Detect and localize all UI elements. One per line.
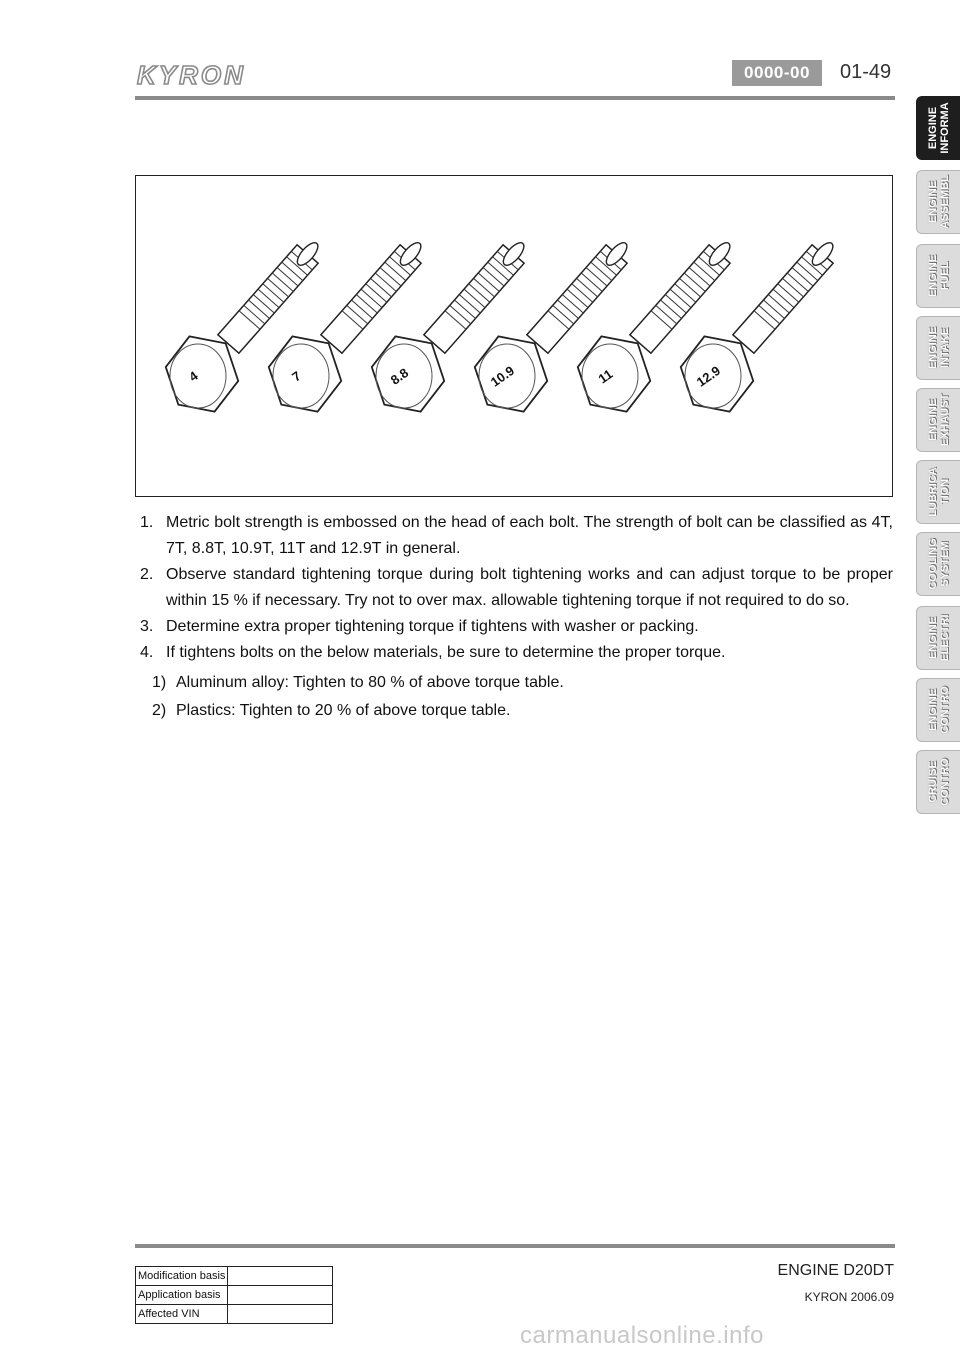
- bolt-strength-mark: 10.9: [487, 362, 518, 390]
- sub-item-text: Plastics: Tighten to 20 % of above torque table.: [176, 702, 511, 719]
- table-row: [136, 1286, 333, 1305]
- tab-engine-intake[interactable]: [916, 316, 960, 380]
- bolt-strength-mark: 11: [595, 366, 616, 387]
- bolt-strength-figure: [135, 175, 893, 497]
- kyron-logo-text: KYRON: [137, 60, 246, 90]
- list-item: [140, 562, 893, 614]
- sub-list: [140, 670, 893, 724]
- tab-label: CRUISE CONTRO: [926, 758, 951, 806]
- table-cell-value: [228, 1305, 333, 1324]
- tab-cooling-system[interactable]: [916, 532, 960, 596]
- page-number: 01-49: [840, 61, 892, 83]
- list-item: [140, 510, 893, 562]
- item-number: 3.: [140, 618, 154, 635]
- tab-engine-information[interactable]: [916, 96, 960, 160]
- item-text: Determine extra proper tightening torque if tightens with washer or packing.: [166, 618, 699, 635]
- table-cell-value: [228, 1267, 333, 1286]
- tab-label: ENGINE ELECTRI: [926, 614, 951, 662]
- header-rule: [135, 96, 895, 100]
- tab-label: ENGINE INFORMA: [926, 102, 951, 154]
- tab-label: LUBRICA TION: [926, 467, 951, 517]
- table-row: [136, 1267, 333, 1286]
- tab-engine-exhaust[interactable]: [916, 388, 960, 452]
- table-cell-label: Application basis: [136, 1286, 228, 1305]
- item-text: If tightens bolts on the below materials, be sure to determine the proper torque.: [166, 644, 726, 661]
- tab-engine-electrical[interactable]: [916, 606, 960, 670]
- tab-cruise-control[interactable]: [916, 750, 960, 814]
- table-cell-label: Affected VIN: [136, 1305, 228, 1324]
- tab-label: ENGINE INTAKE: [926, 326, 951, 370]
- tab-label: ENGINE ASSEMBL: [926, 175, 951, 229]
- tab-label: ENGINE CONTRO: [926, 686, 951, 734]
- bolt-strength-mark: 12.9: [693, 362, 724, 390]
- sub-list-item: [152, 698, 893, 724]
- sub-list-item: [152, 670, 893, 696]
- instructions: [140, 510, 893, 724]
- sub-item-number: 2): [152, 702, 167, 719]
- sub-item-text: Aluminum alloy: Tighten to 80 % of above torque table.: [176, 674, 564, 691]
- tab-label: ENGINE FUEL: [926, 254, 951, 298]
- bolt-head: [578, 336, 650, 411]
- footer-title: ENGINE D20DT: [777, 1262, 894, 1279]
- sub-item-number: 1): [152, 674, 167, 691]
- tab-engine-control[interactable]: [916, 678, 960, 742]
- table-cell-value: [228, 1286, 333, 1305]
- revision-table: [135, 1266, 333, 1324]
- bolt-strength-mark: 4: [186, 368, 201, 385]
- tab-engine-fuel[interactable]: [916, 244, 960, 308]
- bolt-head: [166, 336, 238, 411]
- table-cell-label: Modification basis: [136, 1267, 228, 1286]
- watermark: carmanualsonline.info: [520, 1322, 764, 1349]
- item-number: 2.: [140, 566, 154, 583]
- table-row: [136, 1305, 333, 1324]
- bolt-strength-mark: 8.8: [387, 364, 412, 388]
- bolt-strength-mark: 7: [289, 368, 304, 385]
- item-text: Metric bolt strength is embossed on the head of each bolt. The strength of bolt can be classified as 4T, 7T, 8.8T, 10.9T, 11T and 12.9T in general.: [166, 514, 893, 557]
- bolts-illustration: [136, 176, 892, 496]
- footer-rule: [135, 1244, 895, 1248]
- bolt-head: [269, 336, 341, 411]
- item-number: 1.: [140, 514, 154, 531]
- kyron-logo: [135, 60, 285, 90]
- tab-lubrication[interactable]: [916, 460, 960, 524]
- list-item: [140, 640, 893, 666]
- item-number: 4.: [140, 644, 154, 661]
- item-text: Observe standard tightening torque during bolt tightening works and can adjust torque to be proper within 15 % if necessary. Try not to over max. allowable tightening torque if not required to do so.: [166, 566, 893, 609]
- section-code-badge: 0000-00: [732, 60, 822, 86]
- tab-engine-assembly[interactable]: [916, 170, 960, 234]
- tab-label: ENGINE EXHAUST: [926, 393, 951, 447]
- footer-model-date: KYRON 2006.09: [804, 1290, 894, 1304]
- list-item: [140, 614, 893, 640]
- tab-label: COOLING SYSTEM: [926, 538, 951, 590]
